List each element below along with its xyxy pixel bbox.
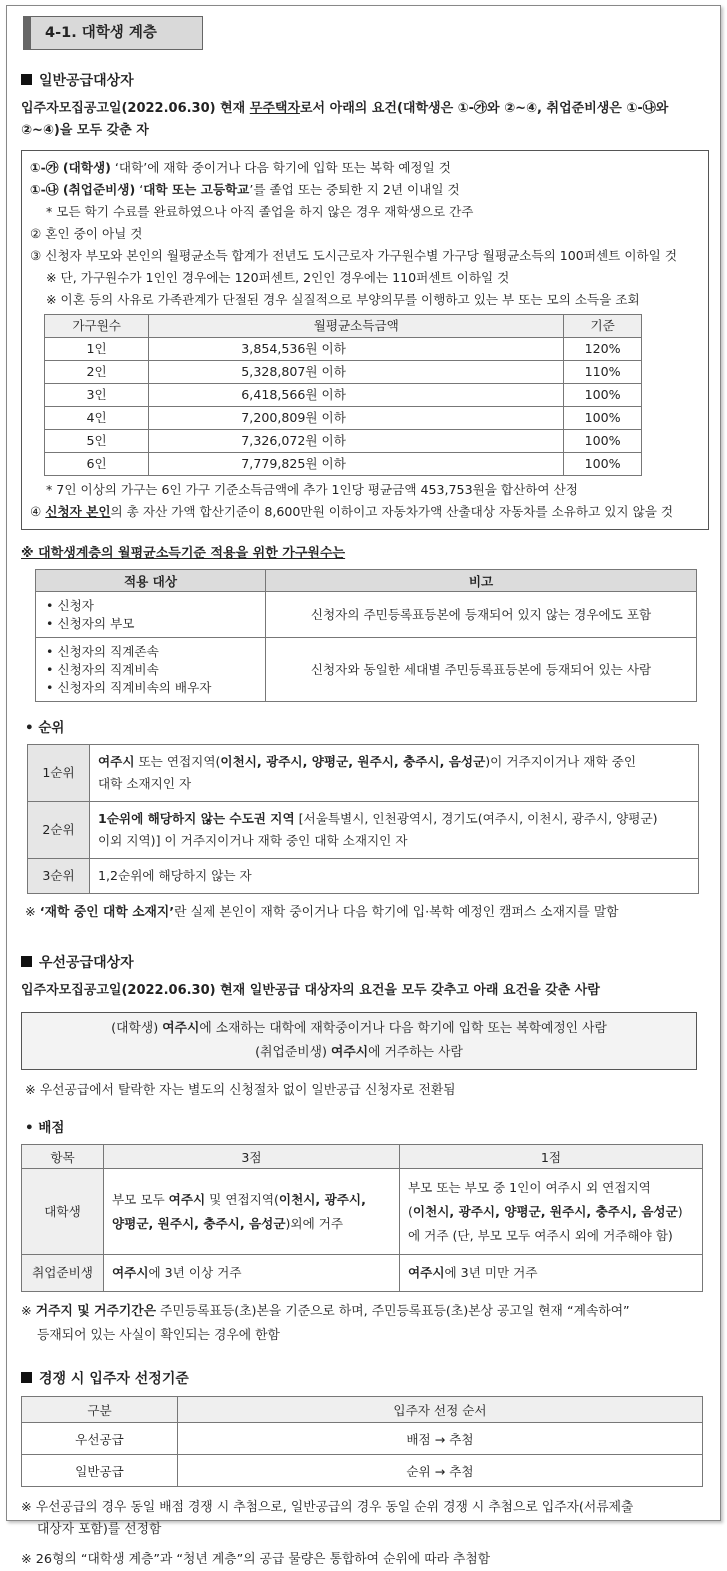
selection-note-2: ※ 26형의 “대학생 계층”과 “청년 계층”의 공급 물량은 통합하여 순위에 따라 추첨함: [21, 1552, 491, 1567]
general-intro: 입주자모집공고일(2022.06.30) 현재 무주택자로서 아래의 요건(대학생은 ①-㉮와 ②~④, 취업준비생은 ①-㉯와 ②~④)을 모두 갖춘 자: [21, 101, 669, 138]
rank-heading: • 순위: [25, 720, 65, 736]
rank-2-label: 2순위: [28, 802, 90, 859]
income-header-amount: 월평균소득금액: [149, 315, 564, 338]
selection-heading: 경쟁 시 입주자 선정기준: [21, 1368, 709, 1388]
criterion-1b-note: * 모든 학기 수료를 완료하였으나 아직 졸업을 하지 않은 경우 재학생으로 간주: [46, 204, 474, 219]
table-row: • 신청자의 직계존속 • 신청자의 직계비속 • 신청자의 직계비속의 배우자 신청자와 동일한 세대별 주민등록표등본에 등재되어 있는 사람: [36, 638, 697, 702]
selection-table: 구분 입주자 선정 순서 우선공급 배점 → 추첨 일반공급 순위 → 추첨: [21, 1396, 703, 1487]
score-heading: • 배점: [25, 1120, 65, 1136]
square-bullet-icon: [21, 1372, 32, 1383]
table-row: 3순위 1,2순위에 해당하지 않는 자: [28, 859, 699, 894]
table-row: 4인 7,200,809원 이하 100%: [45, 407, 642, 430]
income-header-standard: 기준: [564, 315, 642, 338]
criterion-3-note-2: ※ 이혼 등의 사유로 가족관계가 단절된 경우 실질적으로 부양의무를 이행하고 있는 부 또는 모의 소득을 조회: [46, 292, 640, 307]
table-row: 일반공급 순위 → 추첨: [22, 1455, 703, 1487]
table-row: 6인 7,779,825원 이하 100%: [45, 453, 642, 476]
income-note: * 7인 이상의 가구는 6인 가구 기준소득금액에 추가 1인당 평균금액 453,753원을 합산하여 산정: [46, 482, 578, 497]
household-table: [35, 569, 697, 702]
eligibility-criteria-box: [21, 150, 709, 530]
criterion-1a: ①-㉮ (대학생) ‘대학’에 재학 중이거나 다음 학기에 입학 또는 복학 예정일 것: [30, 160, 451, 175]
priority-intro: 입주자모집공고일(2022.06.30) 현재 일반공급 대상자의 요건을 모두 갖추고 아래 요건을 갖춘 사람: [21, 983, 600, 998]
general-heading: 일반공급대상자: [21, 70, 709, 90]
priority-note: ※ 우선공급에서 탈락한 자는 별도의 신청절차 없이 일반공급 신청자로 전환됨: [25, 1083, 456, 1098]
rank-3-label: 3순위: [28, 859, 90, 894]
household-header-remark: 비고: [266, 570, 697, 592]
rank-note: ※ ‘재학 중인 대학 소재지’란 실제 본인이 재학 중이거나 다음 학기에 입·복학 예정인 캠퍼스 소재지를 말함: [25, 905, 619, 920]
criterion-3: ③ 신청자 부모와 본인의 월평균소득 합계가 전년도 도시근로자 가구원수별 가구당 월평균소득의 100퍼센트 이하일 것: [30, 248, 677, 263]
criterion-2: ② 혼인 중이 아닐 것: [30, 226, 143, 241]
household-note: ※ 대학생계층의 월평균소득기준 적용을 위한 가구원수는: [21, 546, 346, 561]
score-note: ※ 거주지 및 거주기간은 주민등록표등(초)본을 기준으로 하며, 주민등록표등(초)본상 공고일 현재 “계속하여” 등재되어 있는 사실이 확인되는 경우에 한함: [21, 1304, 630, 1343]
table-row: 1인 3,854,536원 이하 120%: [45, 338, 642, 361]
square-bullet-icon: [21, 74, 32, 85]
section-title: 4-1. 대학생 계층: [23, 16, 203, 50]
criterion-3-note-1: ※ 단, 가구원수가 1인인 경우에는 120퍼센트, 2인인 경우에는 110퍼센트 이하일 것: [46, 270, 510, 285]
income-table: [44, 314, 642, 476]
income-header-members: 가구원수: [45, 315, 149, 338]
table-row: 2순위 1순위에 해당하지 않는 수도권 지역 [서울특별시, 인천광역시, 경기도(여주시, 이천시, 광주시, 양평군) 이외 지역)] 이 거주지이거나 재학 중인 대학 소재지인 자: [28, 802, 699, 859]
household-header-target: 적용 대상: [36, 570, 266, 592]
table-row: 취업준비생 여주시에 3년 이상 거주 여주시에 3년 미만 거주: [22, 1255, 703, 1292]
criterion-1b: ①-㉯ (취업준비생) ‘대학 또는 고등학교’를 졸업 또는 중퇴한 지 2년 이내일 것: [30, 182, 460, 197]
table-row: 3인 6,418,566원 이하 100%: [45, 384, 642, 407]
rank-table: [27, 744, 699, 894]
table-row: • 신청자 • 신청자의 부모 신청자의 주민등록표등본에 등재되어 있지 않는 경우에도 포함: [36, 592, 697, 638]
selection-note-1: ※ 우선공급의 경우 동일 배점 경쟁 시 추첨으로, 일반공급의 경우 동일 순위 경쟁 시 추첨으로 입주자(서류제출 대상자 포함)를 선정함: [21, 1500, 634, 1537]
document-frame: [6, 5, 721, 1567]
table-row: 우선공급 배점 → 추첨: [22, 1423, 703, 1455]
table-row: 1순위 여주시 또는 연접지역(이천시, 광주시, 양평군, 원주시, 충주시, 음성군)이 거주지이거나 재학 중인 대학 소재지인 자: [28, 745, 699, 802]
table-row: 2인 5,328,807원 이하 110%: [45, 361, 642, 384]
table-row: 5인 7,326,072원 이하 100%: [45, 430, 642, 453]
rank-1-label: 1순위: [28, 745, 90, 802]
score-table: 항목 3점 1점 대학생 부모 모두 여주시 및 연접지역(이천시, 광주시, 양평군, 원주시, 충주시, 음성군)외에 거주 부모 또는 부모 중 1인이 여주시 외 연접지역 (이천시, 광주시, 양평군, 원주시, 충주시, 음성군) 에 거주 (단, 부모 모두 여주시 외에 거주해야 함) 취업준비생 여주시에 3년 이상 거주 여주시에 3년 미만 거주: [21, 1144, 703, 1292]
table-row: 대학생 부모 모두 여주시 및 연접지역(이천시, 광주시, 양평군, 원주시, 충주시, 음성군)외에 거주 부모 또는 부모 중 1인이 여주시 외 연접지역 (이천시, 광주시, 양평군, 원주시, 충주시, 음성군) 에 거주 (단, 부모 모두 여주시 외에 거주해야 함): [22, 1169, 703, 1255]
criterion-4: ④ 신청자 본인의 총 자산 가액 합산기준이 8,600만원 이하이고 자동차가액 산출대상 자동차를 소유하고 있지 않을 것: [30, 504, 674, 519]
priority-requirements-box: (대학생) 여주시에 소재하는 대학에 재학중이거나 다음 학기에 입학 또는 복학예정인 사람 (취업준비생) 여주시에 거주하는 사람: [21, 1012, 697, 1070]
square-bullet-icon: [21, 956, 32, 967]
document-content: [21, 16, 709, 1571]
priority-heading: 우선공급대상자: [21, 952, 709, 972]
